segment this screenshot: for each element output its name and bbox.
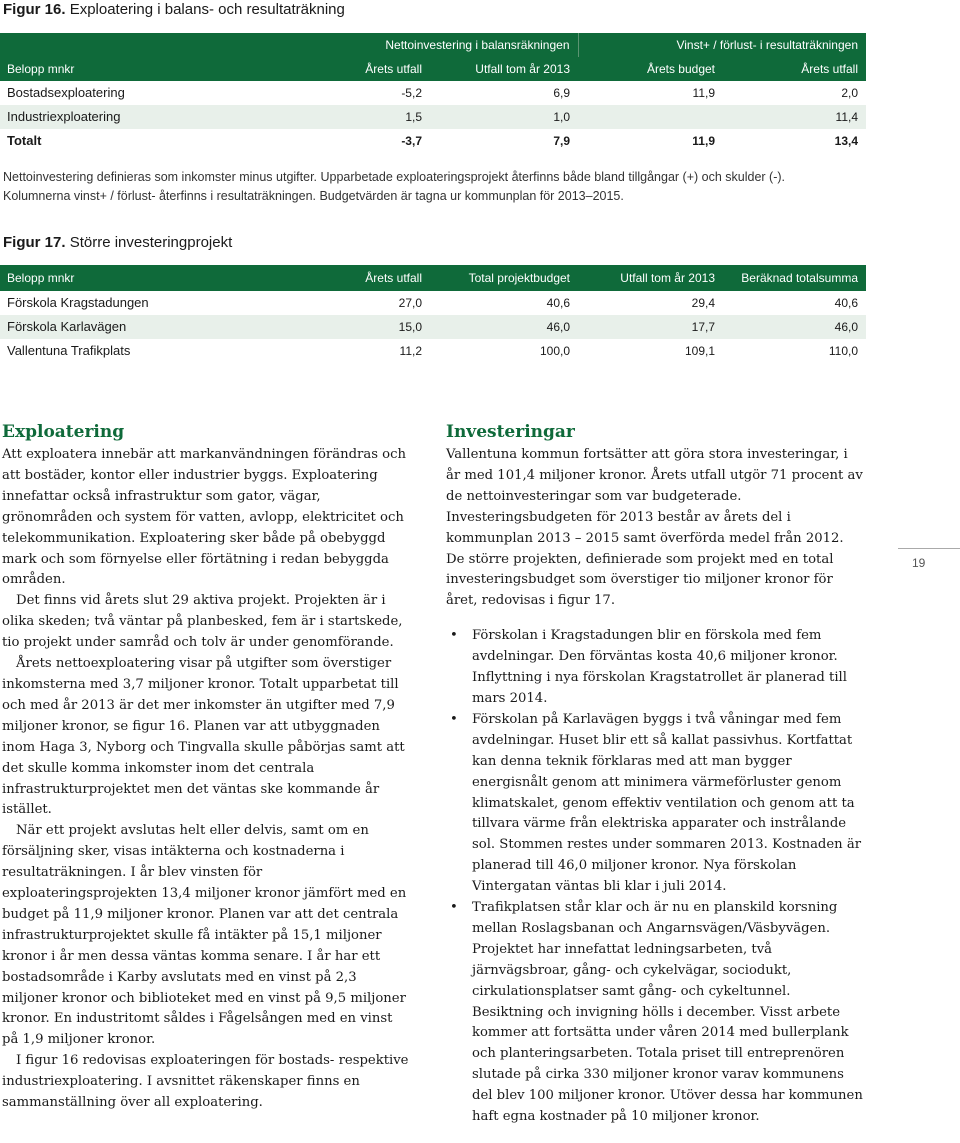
project-list xyxy=(446,626,866,1128)
list-item xyxy=(446,898,866,1128)
group-header-row xyxy=(0,33,866,57)
figure-16-label: Figur 16. xyxy=(3,1,66,18)
figure-17-caption: Större investeringprojekt xyxy=(69,234,233,251)
table-cell: 7,9 xyxy=(553,134,570,148)
table-cell: 46,0 xyxy=(546,320,570,334)
list-item-text: Förskolan i Kragstadungen blir en förskola med fem avdelningar. Den förväntas kosta 40,6 miljoner kronor. Inflyttning i nya förskolan Kragstatrollet är planerad till mars 2014. xyxy=(472,628,847,706)
row-label: Förskola Karlavägen xyxy=(7,319,127,334)
figure-17-label: Figur 17. xyxy=(3,234,66,251)
column-header: Årets utfall xyxy=(365,271,422,285)
page-number-rule xyxy=(898,548,960,549)
figure-16-note xyxy=(3,168,785,206)
column-header: Belopp mnkr xyxy=(7,62,75,76)
table-cell: 15,0 xyxy=(398,320,422,334)
note-line: Kolumnerna vinst+ / förlust- återfinns i resultaträkningen. Budgetvärden är tagna ur kommunplan för 2013–2015. xyxy=(3,189,624,203)
table-row xyxy=(0,105,866,129)
figure-16-title xyxy=(3,1,345,19)
body-paragraph: Vallentuna kommun fortsätter att göra stora investeringar, i år med 101,4 miljoner kronor. Årets utfall utgör 71 procent av de nettoinvesteringar som var budgeterade. Investeringsbudgeten för 2013 består av årets del i kommunplan 2013 – 2015 samt överförda medel från 2012. De större projekten, definierade som projekt med en total investeringsbudget som överstiger tio miljoner kronor för året, redovisas i figur 17. xyxy=(446,447,863,609)
note-line: Nettoinvestering definieras som inkomster minus utgifter. Upparbetade exploateringsprojekt återfinns både bland tillgångar (+) och skulder (-). xyxy=(3,170,786,184)
bullet-icon: • xyxy=(450,628,458,644)
table-row xyxy=(0,339,866,363)
table-cell: 1,5 xyxy=(405,110,422,124)
body-paragraph: När ett projekt avslutas helt eller delvis, samt om en försäljning sker, visas intäkterna och kostnaderna i resultaträkningen. I år blev vinsten för exploateringsprojekten 13,4 miljoner kronor jämfört med en budget på 11,9 miljoner kronor. Planen var att det centrala infrastrukturprojektet skulle få intäkter på 15,1 miljoner kronor i år men dessa väntas komma senare. I år har ett bostadsområde i Karby avslutats med en vinst på 2,3 miljoner kronor och biblioteket med en vinst på 9,5 miljoner kronor. En industritomt såldes i Fågelsången med en vinst på 1,9 miljoner kronor. xyxy=(2,823,407,1048)
column-header: Årets budget xyxy=(646,62,715,76)
table-cell: 13,4 xyxy=(834,134,858,148)
table-cell: 11,2 xyxy=(399,344,422,358)
table-cell: -5,2 xyxy=(401,86,422,100)
body-paragraph: Att exploatera innebär att markanvändningen förändras och att bostäder, kontor eller industrier byggs. Exploatering innefattar också infrastruktur som gator, vägar, grönområden och system för vatten, avlopp, elektricitet och telekommunikation. Exploatering sker både på obebyggd mark och som förnyelse eller förtätning i redan bebyggda områden. xyxy=(2,447,406,588)
table-cell: 2,0 xyxy=(841,86,858,100)
right-column xyxy=(446,420,866,1128)
row-label: Totalt xyxy=(7,133,42,148)
total-row xyxy=(0,129,866,153)
list-item xyxy=(446,710,866,898)
figure-17-title xyxy=(3,234,232,252)
column-header: Årets utfall xyxy=(801,62,858,76)
list-item xyxy=(446,626,866,710)
table-row xyxy=(0,291,866,315)
bullet-icon: • xyxy=(450,900,458,916)
section-heading-investeringar: Investeringar xyxy=(446,422,575,442)
table-cell: 27,0 xyxy=(398,296,422,310)
column-header: Total projektbudget xyxy=(468,271,570,285)
column-header-row xyxy=(0,57,866,81)
table-cell xyxy=(578,105,723,129)
table-cell: 6,9 xyxy=(553,86,570,100)
column-header: Årets utfall xyxy=(365,62,422,76)
table-cell: 110,0 xyxy=(828,344,858,358)
table-cell: 100,0 xyxy=(539,344,570,358)
table-cell: 1,0 xyxy=(553,110,570,124)
column-header-row xyxy=(0,265,866,291)
table-cell: 40,6 xyxy=(546,296,570,310)
body-paragraph: I figur 16 redovisas exploateringen för bostads- respektive industriexploatering. I avsnittet räkenskaper finns en sammanställning över all exploatering. xyxy=(2,1053,409,1111)
table-cell: 17,7 xyxy=(691,320,715,334)
table-row xyxy=(0,315,866,339)
row-label: Vallentuna Trafikplats xyxy=(7,343,131,358)
column-header: Belopp mnkr xyxy=(7,271,75,285)
figure-16-table xyxy=(0,33,866,153)
group-header-result: Vinst+ / förlust- i resultaträkningen xyxy=(578,33,866,57)
left-column xyxy=(2,420,410,1114)
table-cell: 11,9 xyxy=(692,134,715,148)
bullet-icon: • xyxy=(450,711,458,727)
figure-17-table xyxy=(0,265,866,363)
column-header: Utfall tom år 2013 xyxy=(475,62,570,76)
table-cell: 109,1 xyxy=(684,344,715,358)
page-number: 19 xyxy=(912,556,926,570)
table-cell: 11,9 xyxy=(692,86,715,100)
table-cell: 40,6 xyxy=(834,296,858,310)
table-cell: 11,4 xyxy=(835,110,858,124)
table-cell: 46,0 xyxy=(834,320,858,334)
table-cell: -3,7 xyxy=(401,134,422,148)
body-paragraph: Årets nettoexploatering visar på utgifter som överstiger inkomsterna med 3,7 miljoner kronor. Totalt upparbetat till och med år 2013 är det mer inkomster än utgifter med 7,9 miljoner kronor, se figur 16. Planen var att utbyggnaden inom Haga 3, Nyborg och Tingvalla skulle påbörjas samt att det skulle komma inkomster inom det centrala infrastrukturprojektet men det väntas ske kommande år istället. xyxy=(2,656,405,818)
row-label: Förskola Kragstadungen xyxy=(7,295,149,310)
column-header: Utfall tom år 2013 xyxy=(620,271,715,285)
table-row xyxy=(0,81,866,105)
row-label: Industriexploatering xyxy=(7,109,121,124)
group-header-balance: Nettoinvestering i balansräkningen xyxy=(385,38,570,52)
column-header: Beräknad totalsumma xyxy=(741,271,858,285)
list-item-text: Trafikplatsen står klar och är nu en planskild korsning mellan Roslagsbanan och Angarnsvägen/Väsbyvägen. Projektet har innefattat ledningsarbeten, två järnvägsbroar, gång- och cykelvägar, sociodukt, cirkulationsplatser samt gång- och cykeltunnel. Besiktning och invigning hölls i december. Visst arbete kommer att fortsätta under våren 2014 med bullerplank och planteringsarbeten. Totala priset till entreprenören slutade på cirka 330 miljoner kronor varav kommunens del blev 100 miljoner kronor. Utöver dessa har kommunen haft egna kostnader på 10 miljoner kronor. xyxy=(472,900,863,1125)
section-heading-exploatering: Exploatering xyxy=(2,422,125,442)
row-label: Bostadsexploatering xyxy=(7,85,125,100)
figure-16-caption: Exploatering i balans- och resultaträkning xyxy=(69,1,345,18)
body-paragraph: Det finns vid årets slut 29 aktiva projekt. Projekten är i olika skeden; två väntar på planbesked, fem är i startskede, tio projekt under samråd och tolv är under genomförande. xyxy=(2,593,403,651)
list-item-text: Förskolan på Karlavägen byggs i två våningar med fem avdelningar. Huset blir ett så kallat passivhus. Kortfattat kan denna teknik förklaras med att man bygger energisnålt genom att minimera värmeförluster genom klimatskalet, genom effektiv ventilation och genom att ta tillvara värme från elektriska apparater och instrålande sol. Stommen restes under sommaren 2013. Kostnaden är planerad till 46,0 miljoner kronor. Nya förskolan Vintergatan väntas bli klar i juli 2014. xyxy=(472,711,862,895)
table-cell: 29,4 xyxy=(691,296,715,310)
